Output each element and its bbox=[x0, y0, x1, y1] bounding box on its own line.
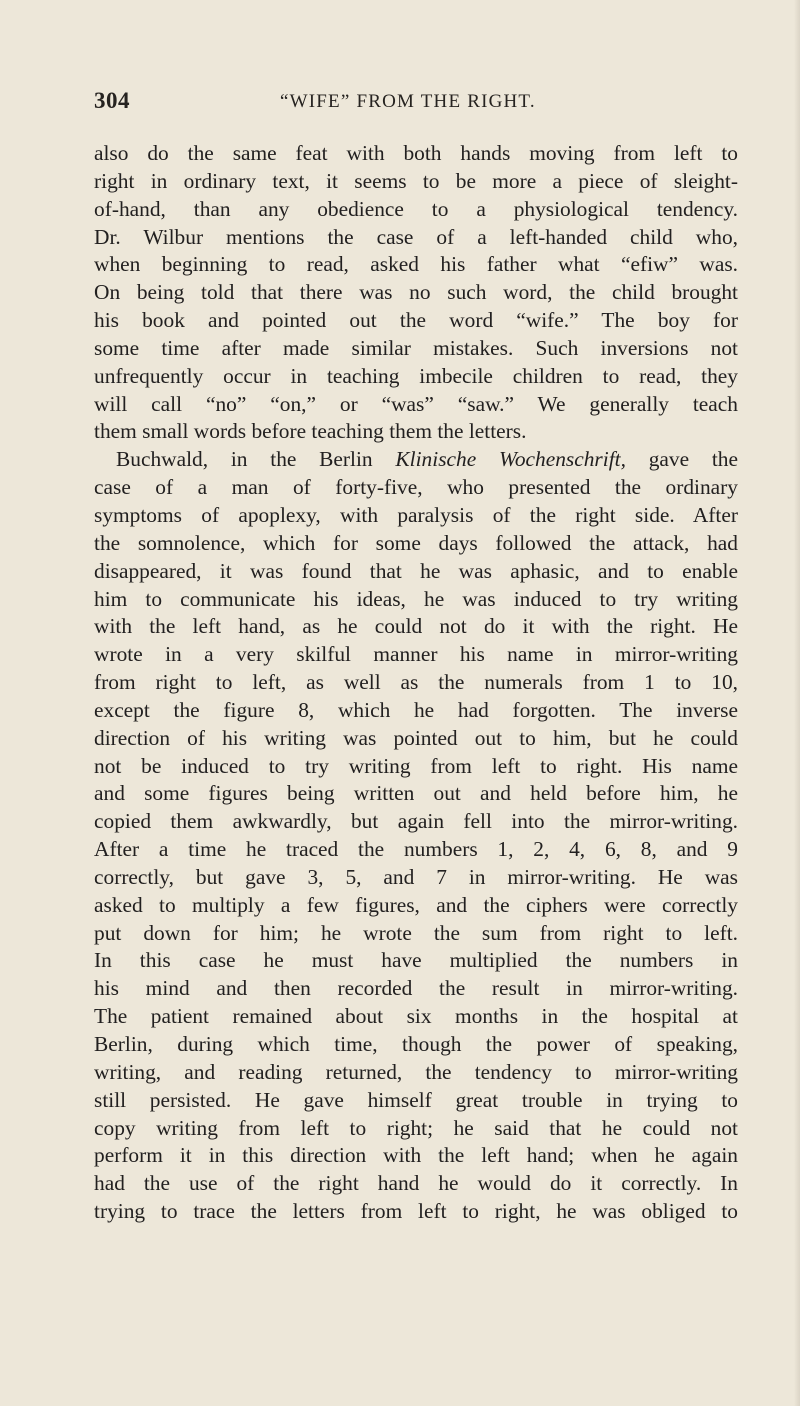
text-line: put down for him; he wrote the sum from right to left. bbox=[94, 920, 738, 945]
text-line: his mind and then recorded the result in mirror-writing. bbox=[94, 976, 738, 1001]
text-line: In this case he must have multiplied the numbers in bbox=[94, 948, 738, 973]
text-line: when beginning to read, asked his father what “efiw” was. bbox=[94, 252, 738, 277]
text-line: asked to multiply a few figures, and the ciphers were correctly bbox=[94, 892, 738, 917]
text-line: Berlin, during which time, though the power of speaking, bbox=[94, 1032, 738, 1056]
text-line: except the figure 8, which he had forgotten. The inverse bbox=[94, 697, 738, 722]
text-line: wrote in a very skilful manner his name in mirror-writing bbox=[94, 642, 738, 667]
text-line: disappeared, it was found that he was aphasic, and to enable bbox=[94, 558, 738, 583]
text-line: right in ordinary text, it seems to be more a piece of sleight- bbox=[94, 168, 738, 193]
text-line: also do the same feat with both hands moving from left to bbox=[94, 141, 738, 165]
text-line: from right to left, as well as the numerals from 1 to 10, bbox=[94, 670, 738, 695]
text-line: had the use of the right hand he would do it correctly. In bbox=[94, 1171, 738, 1196]
text-line: copy writing from left to right; he said that he could not bbox=[94, 1115, 738, 1140]
text-line: his book and pointed out the word “wife.” The boy for bbox=[94, 308, 738, 333]
text-line: The patient remained about six months in the hospital at bbox=[94, 1004, 738, 1029]
text-line: copied them awkwardly, but again fell into the mirror-writing. bbox=[94, 809, 738, 834]
text-line: perform it in this direction with the left hand; when he again bbox=[94, 1143, 738, 1168]
text-line: him to communicate his ideas, he was induced to try writing bbox=[94, 586, 738, 611]
page-number: 304 bbox=[94, 88, 130, 113]
text-line: trying to trace the letters from left to right, he was obliged to bbox=[94, 1199, 738, 1224]
running-head: “WIFE” FROM THE RIGHT. bbox=[280, 91, 536, 112]
text-line: of-hand, than any obedience to a physiological tendency. bbox=[94, 196, 738, 221]
text-line: and some figures being written out and held before him, he bbox=[94, 781, 738, 806]
text-line: symptoms of apoplexy, with paralysis of the right side. After bbox=[94, 502, 738, 527]
text-line: them small words before teaching them the letters. bbox=[94, 419, 527, 444]
text-segment: Buchwald, in the Berlin bbox=[116, 447, 396, 472]
text-line: will call “no” “on,” or “was” “saw.” We generally teach bbox=[94, 391, 738, 416]
page-header bbox=[94, 88, 734, 118]
text-line-with-italic bbox=[94, 446, 738, 474]
text-line: still persisted. He gave himself great trouble in trying to bbox=[94, 1087, 738, 1112]
text-line: with the left hand, as he could not do it with the right. He bbox=[94, 614, 738, 639]
text-line: the somnolence, which for some days followed the attack, had bbox=[94, 530, 738, 555]
text-line: direction of his writing was pointed out to him, but he could bbox=[94, 725, 738, 750]
text-line: On being told that there was no such word, the child brought bbox=[94, 280, 738, 305]
page-edge-shadow bbox=[794, 0, 800, 1406]
text-line: After a time he traced the numbers 1, 2, 4, 6, 8, and 9 bbox=[94, 837, 738, 862]
text-line: some time after made similar mistakes. Such inversions not bbox=[94, 335, 738, 360]
body-text bbox=[94, 140, 738, 1226]
journal-title: Klinische Wochenschrift, bbox=[395, 447, 626, 472]
text-line: correctly, but gave 3, 5, and 7 in mirror-writing. He was bbox=[94, 864, 738, 889]
text-segment: gave the bbox=[625, 447, 738, 472]
text-line: unfrequently occur in teaching imbecile children to read, they bbox=[94, 363, 738, 388]
text-line: case of a man of forty-five, who presented the ordinary bbox=[94, 475, 738, 500]
text-line: Dr. Wilbur mentions the case of a left-handed child who, bbox=[94, 224, 738, 249]
text-line: writing, and reading returned, the tendency to mirror-writing bbox=[94, 1059, 738, 1084]
text-line: not be induced to try writing from left to right. His name bbox=[94, 753, 738, 778]
